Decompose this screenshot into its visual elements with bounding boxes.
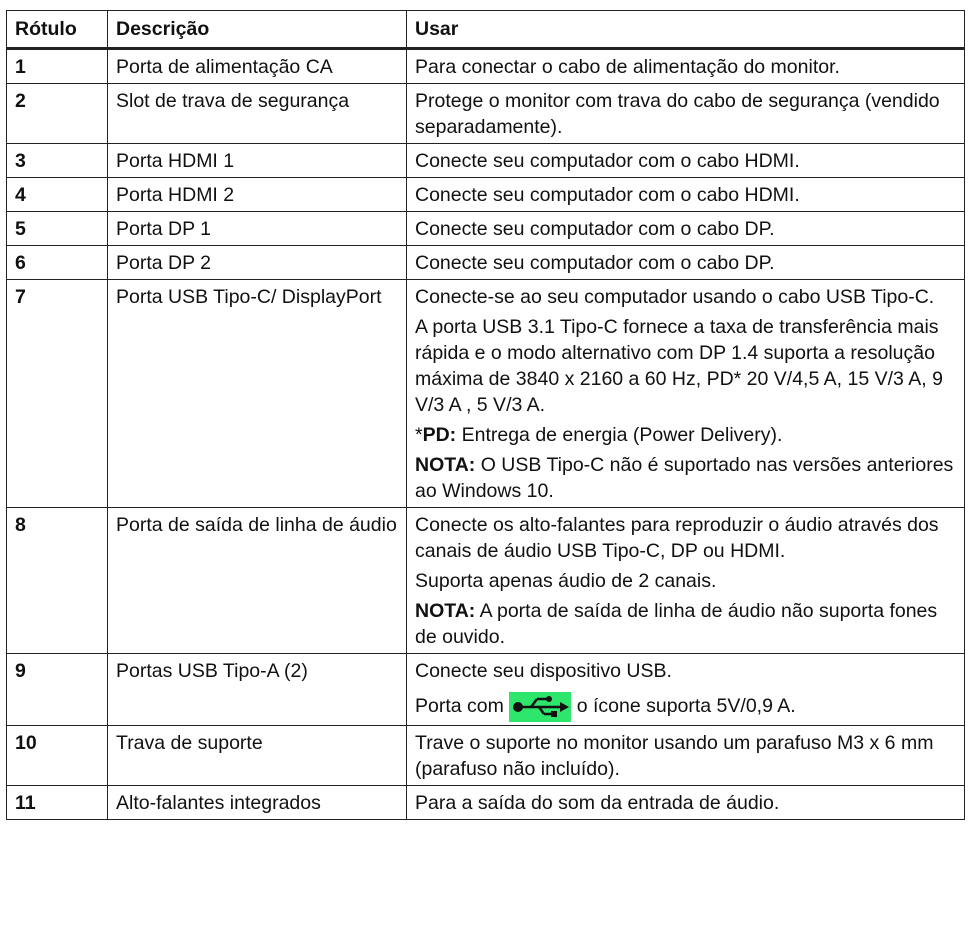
use-text: Conecte os alto-falantes para reproduzir o áudio através dos canais de áudio USB Tipo-C, DP ou HDMI. — [415, 514, 939, 562]
use-text: A porta USB 3.1 Tipo-C fornece a taxa de transferência mais rápida e o modo alternativo com DP 1.4 suporta a resolução máxima de 3840 x 2160 a 60 Hz, PD* 20 V/4,5 A, 15 V/3 A, 9 V/3 A , 5 V/3 A. — [415, 316, 943, 416]
ports-table — [6, 10, 965, 820]
table-row — [7, 786, 965, 820]
row-use — [407, 178, 965, 212]
row-label: 5 — [7, 212, 108, 246]
row-label: 9 — [7, 654, 108, 726]
note-label: NOTA: — [415, 454, 476, 476]
use-text: Conecte seu computador com o cabo HDMI. — [415, 150, 800, 172]
row-description: Trava de suporte — [108, 726, 407, 786]
row-description: Slot de trava de segurança — [108, 84, 407, 144]
use-text: Conecte seu dispositivo USB. — [415, 660, 672, 682]
row-label: 2 — [7, 84, 108, 144]
row-description: Alto-falantes integrados — [108, 786, 407, 820]
use-text: Protege o monitor com trava do cabo de segurança (vendido separadamente). — [415, 90, 940, 138]
row-use — [407, 654, 965, 726]
row-description: Portas USB Tipo-A (2) — [108, 654, 407, 726]
row-label: 3 — [7, 144, 108, 178]
use-text: Para conectar o cabo de alimentação do monitor. — [415, 56, 840, 78]
table-row — [7, 49, 965, 84]
row-label: 7 — [7, 280, 108, 508]
note-text: O USB Tipo-C não é suportado nas versões anteriores ao Windows 10. — [415, 454, 954, 502]
footnote-marker: * — [415, 424, 423, 446]
row-label: 11 — [7, 786, 108, 820]
row-label: 10 — [7, 726, 108, 786]
table-row — [7, 654, 965, 726]
table-row — [7, 84, 965, 144]
row-use — [407, 786, 965, 820]
note-label: NOTA: — [415, 600, 476, 622]
row-description: Porta DP 2 — [108, 246, 407, 280]
use-text: Trave o suporte no monitor usando um parafuso M3 x 6 mm (parafuso não incluído). — [415, 732, 934, 780]
row-label: 4 — [7, 178, 108, 212]
row-description: Porta de saída de linha de áudio — [108, 508, 407, 654]
icon-line — [415, 692, 956, 722]
header-description: Descrição — [108, 11, 407, 49]
row-use — [407, 212, 965, 246]
header-label: Rótulo — [7, 11, 108, 49]
table-row — [7, 508, 965, 654]
pd-footnote — [415, 422, 956, 448]
row-use — [407, 49, 965, 84]
header-use: Usar — [407, 11, 965, 49]
footnote-text: Entrega de energia (Power Delivery). — [456, 424, 783, 446]
icon-line-after: o ícone suporta 5V/0,9 A. — [576, 695, 796, 718]
footnote-term: PD: — [422, 424, 457, 446]
row-use — [407, 84, 965, 144]
table-row — [7, 178, 965, 212]
row-description: Porta HDMI 2 — [108, 178, 407, 212]
use-text: Conecte seu computador com o cabo HDMI. — [415, 184, 800, 206]
table-header-row — [7, 11, 965, 49]
row-use — [407, 726, 965, 786]
row-label: 8 — [7, 508, 108, 654]
note — [415, 598, 956, 650]
use-text: Para a saída do som da entrada de áudio. — [415, 792, 780, 814]
table-row — [7, 726, 965, 786]
table-row — [7, 280, 965, 508]
note — [415, 452, 956, 504]
use-text: Suporta apenas áudio de 2 canais. — [415, 570, 717, 592]
row-use — [407, 246, 965, 280]
row-description: Porta USB Tipo-C/ DisplayPort — [108, 280, 407, 508]
use-text: Conecte seu computador com o cabo DP. — [415, 218, 775, 240]
row-label: 1 — [7, 49, 108, 84]
note-text: A porta de saída de linha de áudio não suporta fones de ouvido. — [415, 600, 938, 648]
row-description: Porta de alimentação CA — [108, 49, 407, 84]
row-description: Porta HDMI 1 — [108, 144, 407, 178]
usb-powered-icon — [509, 692, 571, 722]
table-row — [7, 212, 965, 246]
row-description: Porta DP 1 — [108, 212, 407, 246]
table-row — [7, 144, 965, 178]
use-text: Conecte seu computador com o cabo DP. — [415, 252, 775, 274]
row-label: 6 — [7, 246, 108, 280]
icon-line-before: Porta com — [415, 695, 504, 718]
row-use — [407, 144, 965, 178]
table-row — [7, 246, 965, 280]
row-use — [407, 280, 965, 508]
use-text: Conecte-se ao seu computador usando o cabo USB Tipo-C. — [415, 286, 935, 308]
row-use — [407, 508, 965, 654]
